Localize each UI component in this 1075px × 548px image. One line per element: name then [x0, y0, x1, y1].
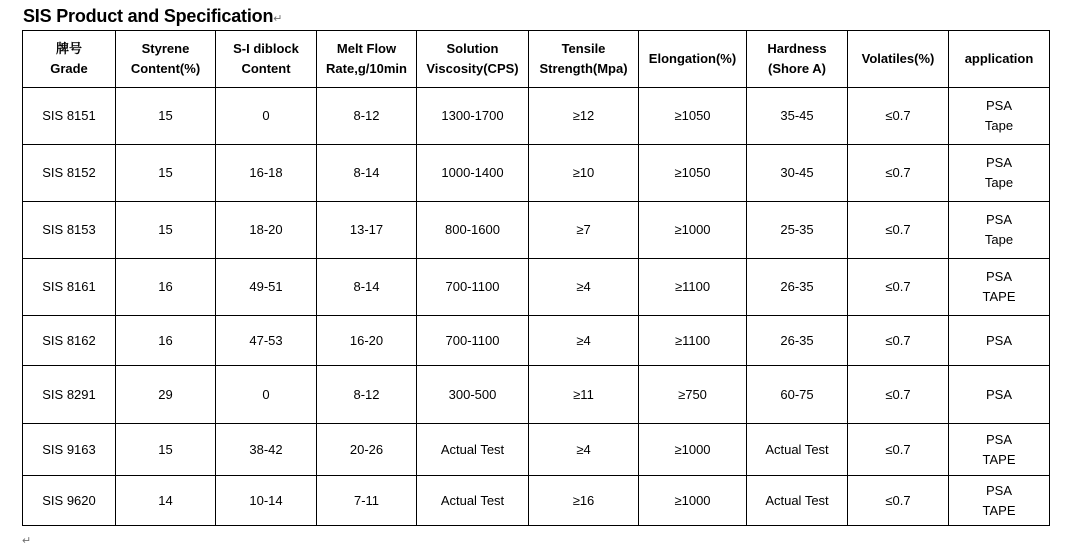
cell-mfr: 13-17 [317, 202, 417, 259]
cell-volatiles: ≤0.7 [848, 259, 949, 316]
cell-volatiles: ≤0.7 [848, 476, 949, 526]
cell-grade: SIS 8152 [23, 145, 116, 202]
header-line1: Styrene [141, 41, 190, 56]
cell-elongation: ≥1100 [639, 259, 747, 316]
header-cell [747, 31, 848, 88]
paragraph-mark: ↵ [273, 13, 283, 25]
cell-styrene: 14 [116, 476, 216, 526]
cell-viscosity: Actual Test [417, 476, 529, 526]
cell-tensile: ≥16 [529, 476, 639, 526]
header-cell [317, 31, 417, 88]
cell-diblock: 38-42 [216, 424, 317, 476]
header-cell [949, 31, 1050, 88]
header-cell [639, 31, 747, 88]
cell-tensile: ≥12 [529, 88, 639, 145]
header-line1: application [964, 51, 1034, 66]
cell-styrene: 15 [116, 424, 216, 476]
application-line1: PSA [985, 155, 1012, 170]
cell-diblock: 10-14 [216, 476, 317, 526]
table-row [23, 88, 1050, 145]
application-line2: TAPE [982, 502, 1016, 518]
cell-elongation: ≥1050 [639, 88, 747, 145]
cell-volatiles: ≤0.7 [848, 88, 949, 145]
end-paragraph-mark: ↵ [22, 535, 32, 547]
cell-tensile: ≥4 [529, 316, 639, 366]
cell-mfr: 16-20 [317, 316, 417, 366]
application-line1: PSA [985, 212, 1012, 227]
cell-hardness: 60-75 [747, 366, 848, 424]
cell-grade: SIS 8162 [23, 316, 116, 366]
header-line1: Melt Flow [336, 41, 397, 56]
cell-volatiles: ≤0.7 [848, 145, 949, 202]
cell-grade: SIS 9620 [23, 476, 116, 526]
application-line1: PSA [985, 332, 1012, 348]
title-text: SIS Product and Specification [23, 6, 274, 26]
cell-mfr: 8-12 [317, 366, 417, 424]
cell-viscosity: 1300-1700 [417, 88, 529, 145]
cell-grade: SIS 8161 [23, 259, 116, 316]
cell-hardness: 35-45 [747, 88, 848, 145]
header-row [23, 31, 1050, 88]
cell-viscosity: 800-1600 [417, 202, 529, 259]
header-cell [116, 31, 216, 88]
cell-application [949, 316, 1050, 366]
cell-styrene: 15 [116, 145, 216, 202]
cell-hardness: 25-35 [747, 202, 848, 259]
cell-styrene: 15 [116, 202, 216, 259]
cell-hardness: Actual Test [747, 424, 848, 476]
header-line2: Strength(Mpa) [539, 61, 628, 76]
cell-grade: SIS 8151 [23, 88, 116, 145]
cell-mfr: 7-11 [317, 476, 417, 526]
header-line2: (Shore A) [767, 61, 827, 76]
cell-elongation: ≥750 [639, 366, 747, 424]
cell-application [949, 145, 1050, 202]
cell-volatiles: ≤0.7 [848, 424, 949, 476]
cell-diblock: 0 [216, 366, 317, 424]
cell-application [949, 259, 1050, 316]
header-cell [216, 31, 317, 88]
application-line1: PSA [985, 431, 1012, 447]
cell-tensile: ≥10 [529, 145, 639, 202]
cell-mfr: 8-14 [317, 259, 417, 316]
application-line2: TAPE [982, 451, 1016, 467]
spec-table [22, 30, 1050, 526]
table-row [23, 366, 1050, 424]
cell-viscosity: Actual Test [417, 424, 529, 476]
cell-diblock: 16-18 [216, 145, 317, 202]
header-cell [848, 31, 949, 88]
cell-tensile: ≥7 [529, 202, 639, 259]
cell-hardness: 26-35 [747, 259, 848, 316]
cell-elongation: ≥1000 [639, 424, 747, 476]
cell-volatiles: ≤0.7 [848, 202, 949, 259]
cell-styrene: 29 [116, 366, 216, 424]
cell-styrene: 15 [116, 88, 216, 145]
header-cell [529, 31, 639, 88]
table-row [23, 259, 1050, 316]
cell-grade: SIS 9163 [23, 424, 116, 476]
header-line2: Content(%) [130, 61, 201, 76]
header-cell [417, 31, 529, 88]
table-body [23, 88, 1050, 526]
cell-viscosity: 700-1100 [417, 259, 529, 316]
cell-application [949, 202, 1050, 259]
cell-application [949, 88, 1050, 145]
cell-viscosity: 300-500 [417, 366, 529, 424]
cell-styrene: 16 [116, 316, 216, 366]
table-row [23, 145, 1050, 202]
application-line2: Tape [984, 232, 1014, 247]
cell-diblock: 47-53 [216, 316, 317, 366]
application-line2: TAPE [982, 289, 1016, 304]
header-line1: Hardness [767, 41, 827, 56]
cell-tensile: ≥11 [529, 366, 639, 424]
cell-mfr: 20-26 [317, 424, 417, 476]
application-line1: PSA [985, 269, 1012, 284]
cell-grade: SIS 8153 [23, 202, 116, 259]
application-line2: Tape [984, 118, 1014, 133]
application-line1: PSA [985, 386, 1012, 402]
cell-styrene: 16 [116, 259, 216, 316]
table-row [23, 476, 1050, 526]
header-line1: 牌号 [55, 41, 82, 56]
cell-grade: SIS 8291 [23, 366, 116, 424]
header-line1: S-I diblock [233, 41, 299, 56]
application-line1: PSA [985, 482, 1012, 498]
header-line1: Volatiles(%) [861, 51, 935, 66]
header-line2: Rate,g/10min [326, 61, 407, 76]
cell-hardness: 26-35 [747, 316, 848, 366]
cell-application [949, 424, 1050, 476]
cell-application [949, 476, 1050, 526]
header-line1: Solution [446, 41, 499, 56]
cell-elongation: ≥1000 [639, 202, 747, 259]
header-cell [23, 31, 116, 88]
header-line2: Content [241, 61, 291, 76]
cell-mfr: 8-14 [317, 145, 417, 202]
header-line2: Grade [50, 61, 88, 76]
cell-volatiles: ≤0.7 [848, 316, 949, 366]
cell-viscosity: 700-1100 [417, 316, 529, 366]
header-line1: Tensile [561, 41, 606, 56]
cell-hardness: Actual Test [747, 476, 848, 526]
cell-viscosity: 1000-1400 [417, 145, 529, 202]
table-row [23, 316, 1050, 366]
cell-tensile: ≥4 [529, 424, 639, 476]
cell-elongation: ≥1050 [639, 145, 747, 202]
cell-elongation: ≥1100 [639, 316, 747, 366]
application-line1: PSA [985, 98, 1012, 113]
cell-hardness: 30-45 [747, 145, 848, 202]
header-line2: Viscosity(CPS) [426, 61, 519, 76]
cell-diblock: 18-20 [216, 202, 317, 259]
cell-application [949, 366, 1050, 424]
cell-diblock: 0 [216, 88, 317, 145]
cell-elongation: ≥1000 [639, 476, 747, 526]
table-row [23, 424, 1050, 476]
application-line2: Tape [984, 175, 1014, 190]
cell-tensile: ≥4 [529, 259, 639, 316]
table-row [23, 202, 1050, 259]
document-title [23, 6, 282, 27]
cell-mfr: 8-12 [317, 88, 417, 145]
cell-diblock: 49-51 [216, 259, 317, 316]
header-line1: Elongation(%) [648, 51, 737, 66]
cell-volatiles: ≤0.7 [848, 366, 949, 424]
